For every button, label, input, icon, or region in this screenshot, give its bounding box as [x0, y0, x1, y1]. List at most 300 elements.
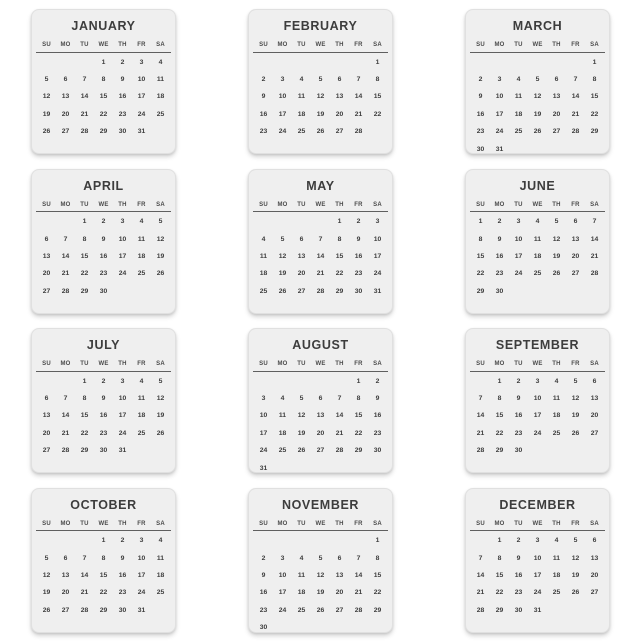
date-cell: 31 — [533, 606, 542, 614]
date-cell: 12 — [552, 235, 561, 243]
date-cell: 29 — [354, 447, 363, 455]
date-cell: 29 — [335, 287, 344, 295]
date-cell: 28 — [80, 606, 89, 614]
month-title: MAY — [306, 178, 335, 193]
date-cell: 1 — [337, 218, 342, 226]
month-title: DECEMBER — [499, 497, 576, 512]
date-cell: 27 — [552, 128, 561, 136]
empty-cell — [471, 373, 490, 390]
date-cell: 19 — [297, 429, 306, 437]
date-cell: 14 — [571, 93, 580, 101]
date-cell: 25 — [137, 429, 146, 437]
date-cell: 4 — [516, 76, 521, 84]
weekday-label: MO — [277, 42, 288, 48]
date-cell: 27 — [61, 606, 70, 614]
date-cell: 4 — [299, 76, 304, 84]
date-cell: 6 — [44, 395, 49, 403]
date-cell: 12 — [297, 412, 306, 420]
date-cell: 5 — [573, 377, 578, 385]
weekday-label: SU — [476, 42, 485, 48]
date-cell: 24 — [373, 270, 382, 278]
date-cell: 19 — [156, 412, 165, 420]
empty-cell — [292, 54, 311, 71]
empty-cell — [330, 532, 349, 549]
weekday-label: FR — [354, 42, 363, 48]
date-cell: 22 — [99, 589, 108, 597]
date-cell: 21 — [316, 270, 325, 278]
date-cell: 16 — [99, 252, 108, 260]
date-cell: 25 — [533, 270, 542, 278]
date-cell: 23 — [373, 429, 382, 437]
date-cell: 6 — [337, 554, 342, 562]
weekday-label: TH — [552, 42, 561, 48]
date-cell: 26 — [552, 270, 561, 278]
date-cell: 9 — [516, 554, 521, 562]
date-cell: 1 — [497, 377, 502, 385]
weekday-label: FR — [137, 520, 146, 527]
weekday-divider — [253, 52, 388, 53]
date-cell: 10 — [373, 235, 382, 243]
date-cell: 26 — [533, 128, 542, 136]
date-cell: 25 — [552, 429, 561, 437]
date-cell: 18 — [156, 93, 165, 101]
date-cell: 30 — [259, 624, 268, 632]
date-cell: 23 — [354, 270, 363, 278]
weekday-label: TH — [552, 520, 561, 527]
date-cell: 28 — [61, 447, 70, 455]
date-cell: 22 — [80, 270, 89, 278]
date-cell: 18 — [278, 429, 287, 437]
date-cell: 23 — [259, 128, 268, 136]
date-cell: 5 — [318, 76, 323, 84]
date-cell: 2 — [478, 76, 483, 84]
date-cell: 12 — [316, 571, 325, 579]
date-cell: 4 — [261, 235, 266, 243]
date-cell: 3 — [280, 554, 285, 562]
month-card — [465, 328, 610, 473]
date-cell: 18 — [552, 571, 561, 579]
weekday-divider — [253, 211, 388, 212]
date-cell: 31 — [373, 287, 382, 295]
date-cell: 21 — [571, 110, 580, 118]
weekday-label: SA — [373, 520, 382, 527]
date-cell: 28 — [354, 128, 363, 136]
date-cell: 15 — [99, 93, 108, 101]
date-cell: 19 — [42, 110, 51, 118]
empty-cell — [292, 373, 311, 390]
date-cell: 28 — [476, 447, 485, 455]
date-cell: 27 — [42, 447, 51, 455]
date-cell: 7 — [63, 395, 68, 403]
dates-grid — [37, 213, 170, 300]
month-card — [248, 488, 393, 633]
date-cell: 10 — [514, 235, 523, 243]
date-cell: 30 — [514, 447, 523, 455]
date-cell: 20 — [42, 270, 51, 278]
date-cell: 21 — [80, 110, 89, 118]
date-cell: 8 — [101, 76, 106, 84]
date-cell: 11 — [156, 76, 165, 84]
weekday-divider — [36, 371, 171, 372]
date-cell: 18 — [297, 589, 306, 597]
date-cell: 21 — [354, 110, 363, 118]
date-cell: 9 — [261, 571, 266, 579]
weekday-label: SA — [590, 42, 599, 48]
weekday-label: SU — [42, 361, 51, 367]
date-cell: 1 — [82, 218, 87, 226]
date-cell: 22 — [335, 270, 344, 278]
date-cell: 22 — [80, 429, 89, 437]
dates-grid — [254, 54, 387, 141]
date-cell: 4 — [535, 218, 540, 226]
weekday-label: MO — [60, 201, 71, 208]
date-cell: 24 — [118, 270, 127, 278]
date-cell: 20 — [590, 571, 599, 579]
date-cell: 17 — [137, 93, 146, 101]
date-cell: 2 — [516, 537, 521, 545]
date-cell: 13 — [552, 93, 561, 101]
date-cell: 25 — [156, 110, 165, 118]
date-cell: 4 — [139, 218, 144, 226]
weekday-label: MO — [494, 520, 505, 527]
date-cell: 19 — [42, 589, 51, 597]
date-cell: 11 — [259, 252, 268, 260]
date-cell: 6 — [63, 76, 68, 84]
weekday-divider — [470, 52, 605, 53]
date-cell: 17 — [278, 110, 287, 118]
date-cell: 15 — [476, 252, 485, 260]
weekday-label: SU — [259, 361, 268, 367]
date-cell: 11 — [137, 395, 146, 403]
date-cell: 29 — [99, 128, 108, 136]
weekday-label: FR — [354, 520, 363, 527]
weekday-label: MO — [60, 42, 71, 48]
weekday-label: WE — [532, 201, 543, 208]
date-cell: 21 — [61, 270, 70, 278]
date-cell: 10 — [137, 76, 146, 84]
date-cell: 16 — [118, 571, 127, 579]
weekday-label: FR — [354, 201, 363, 208]
weekday-label: WE — [532, 361, 543, 367]
date-cell: 10 — [495, 93, 504, 101]
date-cell: 13 — [61, 571, 70, 579]
month-title: JULY — [86, 338, 121, 352]
date-cell: 2 — [101, 218, 106, 226]
date-cell: 13 — [590, 395, 599, 403]
date-cell: 5 — [573, 537, 578, 545]
date-cell: 13 — [590, 554, 599, 562]
date-cell: 3 — [139, 537, 144, 545]
month-card — [31, 488, 176, 633]
date-cell: 5 — [280, 235, 285, 243]
weekday-label: TU — [80, 520, 89, 527]
date-cell: 23 — [514, 589, 523, 597]
weekday-label: FR — [137, 42, 146, 48]
date-cell: 13 — [316, 412, 325, 420]
date-cell: 26 — [42, 128, 51, 136]
date-cell: 2 — [261, 76, 266, 84]
weekday-label: FR — [571, 361, 580, 367]
weekday-label: TH — [335, 361, 344, 367]
weekday-label: SA — [590, 520, 599, 527]
date-cell: 15 — [373, 93, 382, 101]
date-cell: 3 — [120, 377, 125, 385]
date-cell: 15 — [335, 252, 344, 260]
date-cell: 20 — [61, 110, 70, 118]
date-cell: 1 — [101, 537, 106, 545]
date-cell: 14 — [80, 93, 89, 101]
date-cell: 3 — [375, 218, 380, 226]
date-cell: 6 — [337, 76, 342, 84]
weekday-header — [37, 361, 170, 368]
weekday-divider — [36, 530, 171, 531]
weekday-header — [471, 202, 604, 209]
date-cell: 27 — [590, 589, 599, 597]
date-cell: 16 — [99, 412, 108, 420]
date-cell: 26 — [156, 429, 165, 437]
date-cell: 12 — [42, 571, 51, 579]
date-cell: 26 — [156, 270, 165, 278]
date-cell: 6 — [63, 554, 68, 562]
weekday-label: TH — [335, 42, 344, 48]
weekday-label: SU — [259, 201, 268, 208]
date-cell: 12 — [42, 93, 51, 101]
date-cell: 21 — [354, 589, 363, 597]
date-cell: 27 — [316, 447, 325, 455]
date-cell: 1 — [101, 58, 106, 66]
date-cell: 26 — [571, 429, 580, 437]
weekday-label: TU — [297, 520, 306, 527]
date-cell: 8 — [356, 395, 361, 403]
date-cell: 14 — [80, 571, 89, 579]
date-cell: 8 — [82, 395, 87, 403]
empty-cell — [37, 532, 56, 549]
date-cell: 21 — [590, 252, 599, 260]
date-cell: 16 — [118, 93, 127, 101]
empty-cell — [273, 532, 292, 549]
date-cell: 14 — [61, 412, 70, 420]
date-cell: 15 — [99, 571, 108, 579]
date-cell: 18 — [156, 571, 165, 579]
date-cell: 11 — [552, 395, 561, 403]
weekday-label: SA — [590, 201, 599, 208]
date-cell: 7 — [318, 235, 323, 243]
date-cell: 10 — [533, 554, 542, 562]
date-cell: 31 — [137, 606, 146, 614]
date-cell: 3 — [139, 58, 144, 66]
date-cell: 11 — [552, 554, 561, 562]
date-cell: 18 — [137, 412, 146, 420]
date-cell: 8 — [497, 395, 502, 403]
date-cell: 16 — [354, 252, 363, 260]
empty-cell — [37, 54, 56, 71]
date-cell: 23 — [476, 128, 485, 136]
date-cell: 7 — [63, 235, 68, 243]
weekday-header — [471, 521, 604, 528]
date-cell: 12 — [571, 395, 580, 403]
date-cell: 14 — [354, 93, 363, 101]
weekday-label: SA — [156, 42, 165, 48]
date-cell: 26 — [278, 287, 287, 295]
date-cell: 3 — [516, 218, 521, 226]
date-cell: 18 — [552, 412, 561, 420]
dates-grid — [471, 213, 604, 300]
dates-grid — [471, 532, 604, 619]
date-cell: 20 — [297, 270, 306, 278]
date-cell: 2 — [101, 377, 106, 385]
date-cell: 23 — [118, 589, 127, 597]
date-cell: 9 — [120, 76, 125, 84]
date-cell: 30 — [373, 447, 382, 455]
weekday-label: SU — [476, 201, 485, 208]
date-cell: 24 — [533, 429, 542, 437]
date-cell: 13 — [335, 571, 344, 579]
date-cell: 3 — [261, 395, 266, 403]
date-cell: 22 — [495, 429, 504, 437]
date-cell: 1 — [82, 377, 87, 385]
weekday-label: SU — [42, 201, 51, 208]
date-cell: 13 — [335, 93, 344, 101]
date-cell: 16 — [495, 252, 504, 260]
empty-cell — [311, 373, 330, 390]
date-cell: 12 — [571, 554, 580, 562]
date-cell: 3 — [497, 76, 502, 84]
date-cell: 29 — [476, 287, 485, 295]
date-cell: 5 — [554, 218, 559, 226]
empty-cell — [56, 532, 75, 549]
empty-cell — [56, 213, 75, 230]
date-cell: 25 — [297, 128, 306, 136]
weekday-divider — [36, 52, 171, 53]
date-cell: 17 — [514, 252, 523, 260]
weekday-label: WE — [315, 201, 326, 208]
weekday-header — [37, 202, 170, 209]
date-cell: 9 — [261, 93, 266, 101]
date-cell: 7 — [592, 218, 597, 226]
date-cell: 3 — [120, 218, 125, 226]
date-cell: 21 — [61, 429, 70, 437]
empty-cell — [509, 54, 528, 71]
month-title: APRIL — [83, 178, 124, 193]
weekday-label: TU — [514, 361, 523, 367]
date-cell: 6 — [573, 218, 578, 226]
date-cell: 28 — [80, 128, 89, 136]
date-cell: 18 — [514, 110, 523, 118]
date-cell: 19 — [533, 110, 542, 118]
date-cell: 17 — [533, 412, 542, 420]
weekday-label: TH — [335, 201, 344, 208]
month-card — [465, 488, 610, 633]
date-cell: 4 — [554, 377, 559, 385]
weekday-divider — [470, 371, 605, 372]
date-cell: 11 — [278, 412, 287, 420]
date-cell: 14 — [476, 412, 485, 420]
date-cell: 10 — [278, 571, 287, 579]
date-cell: 19 — [316, 110, 325, 118]
date-cell: 16 — [476, 110, 485, 118]
dates-grid — [471, 54, 604, 155]
date-cell: 8 — [82, 235, 87, 243]
month-title: FEBRUARY — [283, 19, 358, 33]
date-cell: 1 — [592, 58, 597, 66]
weekday-label: SA — [156, 201, 165, 208]
date-cell: 15 — [495, 571, 504, 579]
date-cell: 26 — [42, 606, 51, 614]
date-cell: 4 — [139, 377, 144, 385]
date-cell: 5 — [158, 377, 163, 385]
date-cell: 9 — [101, 395, 106, 403]
date-cell: 28 — [61, 287, 70, 295]
date-cell: 3 — [280, 76, 285, 84]
date-cell: 11 — [137, 235, 146, 243]
date-cell: 31 — [118, 447, 127, 455]
empty-cell — [75, 54, 94, 71]
date-cell: 13 — [571, 235, 580, 243]
weekday-header — [471, 361, 604, 368]
date-cell: 21 — [335, 429, 344, 437]
date-cell: 4 — [299, 554, 304, 562]
weekday-label: TU — [297, 42, 306, 48]
date-cell: 17 — [137, 571, 146, 579]
date-cell: 8 — [375, 76, 380, 84]
weekday-label: TH — [118, 42, 127, 48]
date-cell: 22 — [354, 429, 363, 437]
date-cell: 24 — [137, 110, 146, 118]
date-cell: 10 — [533, 395, 542, 403]
date-cell: 31 — [495, 145, 504, 153]
weekday-divider — [253, 371, 388, 372]
month-card — [465, 9, 610, 154]
empty-cell — [490, 54, 509, 71]
date-cell: 8 — [478, 235, 483, 243]
weekday-label: SA — [373, 201, 382, 208]
date-cell: 14 — [476, 571, 485, 579]
date-cell: 26 — [316, 606, 325, 614]
date-cell: 9 — [478, 93, 483, 101]
date-cell: 4 — [158, 58, 163, 66]
weekday-label: WE — [315, 520, 326, 527]
weekday-label: MO — [494, 361, 505, 367]
weekday-label: FR — [571, 42, 580, 48]
date-cell: 29 — [99, 606, 108, 614]
date-cell: 20 — [571, 252, 580, 260]
date-cell: 24 — [278, 606, 287, 614]
weekday-label: MO — [494, 42, 505, 48]
date-cell: 19 — [316, 589, 325, 597]
month-card — [248, 9, 393, 154]
empty-cell — [254, 54, 273, 71]
date-cell: 9 — [375, 395, 380, 403]
weekday-label: TU — [514, 201, 523, 208]
date-cell: 20 — [335, 589, 344, 597]
date-cell: 27 — [590, 429, 599, 437]
date-cell: 18 — [533, 252, 542, 260]
date-cell: 7 — [356, 554, 361, 562]
weekday-label: WE — [315, 361, 326, 367]
weekday-label: FR — [137, 361, 146, 367]
date-cell: 16 — [514, 412, 523, 420]
weekday-label: TH — [118, 201, 127, 208]
date-cell: 2 — [497, 218, 502, 226]
date-cell: 18 — [297, 110, 306, 118]
weekday-header — [471, 42, 604, 49]
weekday-label: SA — [156, 361, 165, 367]
empty-cell — [37, 373, 56, 390]
empty-cell — [528, 54, 547, 71]
date-cell: 15 — [495, 412, 504, 420]
date-cell: 12 — [533, 93, 542, 101]
date-cell: 5 — [299, 395, 304, 403]
